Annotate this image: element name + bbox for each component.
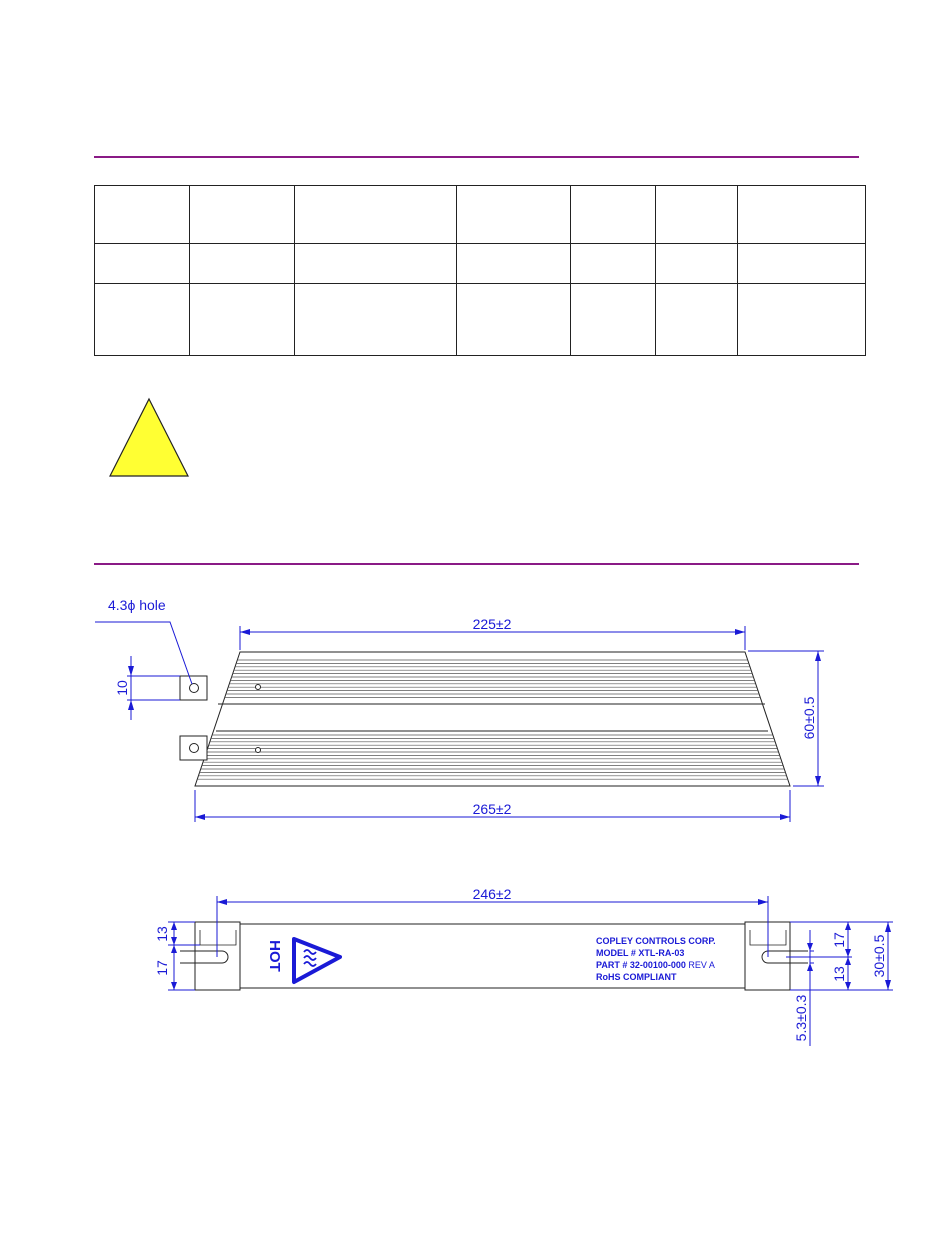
body-screw-upper <box>256 685 261 690</box>
body-screw-lower <box>256 748 261 753</box>
dim-slot-label: 5.3±0.3 <box>793 994 809 1042</box>
dim-10-arrow-bottom <box>128 700 134 710</box>
dim-265-arrow-left <box>195 814 205 820</box>
label-model: MODEL # XTL-RA-03 <box>596 948 685 958</box>
side-view <box>154 886 893 1046</box>
hole-note: 4.3ϕ hole <box>108 597 166 613</box>
hole-leader-line <box>95 622 192 684</box>
dim-right-13-label: 13 <box>831 966 847 982</box>
dim-246-arrow-left <box>217 899 227 905</box>
hot-text: HOT <box>266 940 283 972</box>
dim-246-label: 246±2 <box>472 886 512 902</box>
dim-right-arrow-mid-down <box>845 957 851 965</box>
dim-225-arrow-right <box>735 629 745 635</box>
dim-265-arrow-right <box>780 814 790 820</box>
dim-265-label: 265±2 <box>472 801 512 817</box>
dim-left-arrow-top <box>171 922 177 930</box>
dim-225-arrow-left <box>240 629 250 635</box>
dim-left-arrow-bottom <box>171 982 177 990</box>
dim-left-13-label: 13 <box>154 926 170 942</box>
dim-246-arrow-right <box>758 899 768 905</box>
dim-right-arrow-bottom <box>845 982 851 990</box>
mounting-tab-lower <box>180 736 207 760</box>
dim-left-17-label: 17 <box>154 960 170 976</box>
dim-left-arrow-mid-up <box>171 937 177 945</box>
dim-10-label: 10 <box>114 680 130 696</box>
cooling-fins <box>197 660 787 779</box>
dim-30-arrow-top <box>885 922 891 932</box>
dim-right-arrow-top <box>845 922 851 930</box>
label-part: PART # 32-00100-000 REV A <box>596 960 715 970</box>
dim-10-arrow-top <box>128 666 134 676</box>
label-rohs: RoHS COMPLIANT <box>596 972 677 982</box>
top-view <box>95 597 824 822</box>
label-company: COPLEY CONTROLS CORP. <box>596 936 716 946</box>
dim-30-label: 30±0.5 <box>871 934 887 978</box>
dim-right-17-label: 17 <box>831 932 847 948</box>
dim-60-arrow-top <box>815 651 821 661</box>
mounting-tab-upper <box>180 676 207 700</box>
dim-right-arrow-mid-up <box>845 949 851 957</box>
dim-60-label: 60±0.5 <box>801 696 817 740</box>
dim-slot-arrow-bottom <box>807 963 813 971</box>
dim-60-arrow-bottom <box>815 776 821 786</box>
dim-30-arrow-bottom <box>885 980 891 990</box>
dim-slot-arrow-top <box>807 943 813 951</box>
dim-225-label: 225±2 <box>472 616 512 632</box>
dim-left-arrow-mid-down <box>171 945 177 953</box>
